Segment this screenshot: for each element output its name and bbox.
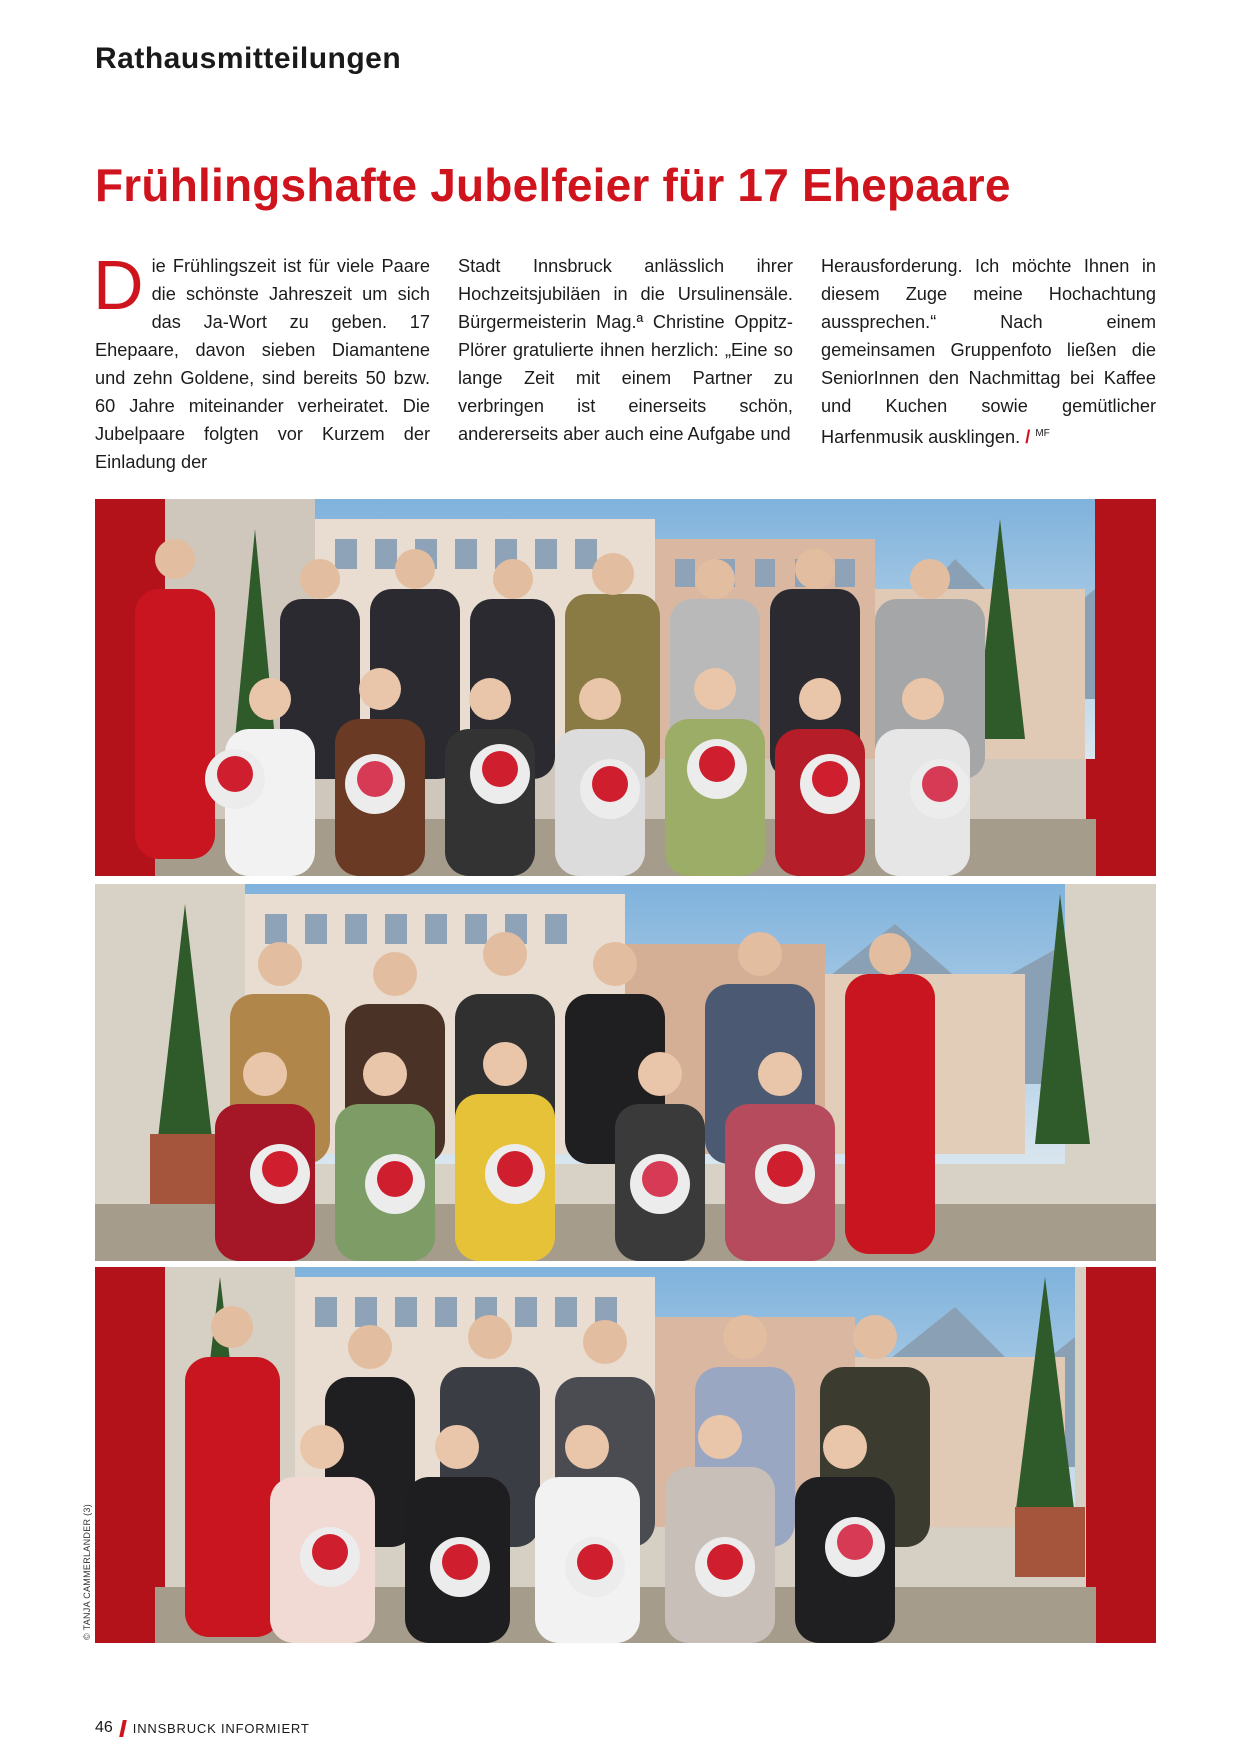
article-text-3: Herausforderung. Ich möchte Ihnen in diesem Zuge meine Hochachtung aussprechen.“ Nach einem gemeinsamen Gruppenfoto ließen die SeniorInnen den Nachmittag bei Kaffee und Kuchen sowie gemütlicher Harfenmusik ausklingen. bbox=[821, 256, 1156, 448]
article-column-2 bbox=[458, 252, 793, 448]
drop-cap: D bbox=[93, 246, 144, 324]
article-text-2: Stadt Innsbruck anlässlich ihrer Hochzeitsjubiläen in die Ursulinensäle. Bürgermeisterin Mag.ª Christine Oppitz-Plörer gratulierte ihnen herzlich: „Eine so lange Zeit mit einem Partner zu verbringen ist einerseits schön, andererseits aber auch eine Aufgabe und bbox=[458, 256, 793, 444]
article-column-3 bbox=[821, 252, 1156, 451]
photo-credit: © TANJA CAMMERLANDER (3) bbox=[82, 1503, 92, 1640]
group-photo-3 bbox=[95, 1267, 1156, 1643]
group-photo-2 bbox=[95, 884, 1156, 1261]
article-column-1 bbox=[93, 246, 430, 476]
group-photo-1-image bbox=[95, 499, 1156, 876]
footer-separator bbox=[119, 1720, 127, 1737]
page-number: 46 bbox=[95, 1719, 113, 1736]
end-mark: / bbox=[1025, 427, 1031, 448]
group-photo-1 bbox=[95, 499, 1156, 876]
group-photo-3-image bbox=[95, 1267, 1156, 1643]
page-footer bbox=[95, 1719, 310, 1737]
publication-name: INNSBRUCK INFORMIERT bbox=[132, 1720, 310, 1736]
byline: MF bbox=[1035, 428, 1050, 439]
group-photo-2-image bbox=[95, 884, 1156, 1261]
article-text-1: ie Frühlingszeit ist für viele Paare die schönste Jahreszeit um sich das Ja-Wort zu geben. 17 Ehepaare, davon sieben Diamantene und zehn Goldene, sind bereits 50 bzw. 60 Jahre miteinander verheiratet. Die Jubelpaare folgten vor Kurzem der Einladung der bbox=[95, 256, 430, 472]
headline: Frühlingshafte Jubelfeier für 17 Ehepaare bbox=[95, 159, 1011, 211]
section-label: Rathausmitteilungen bbox=[95, 42, 402, 75]
